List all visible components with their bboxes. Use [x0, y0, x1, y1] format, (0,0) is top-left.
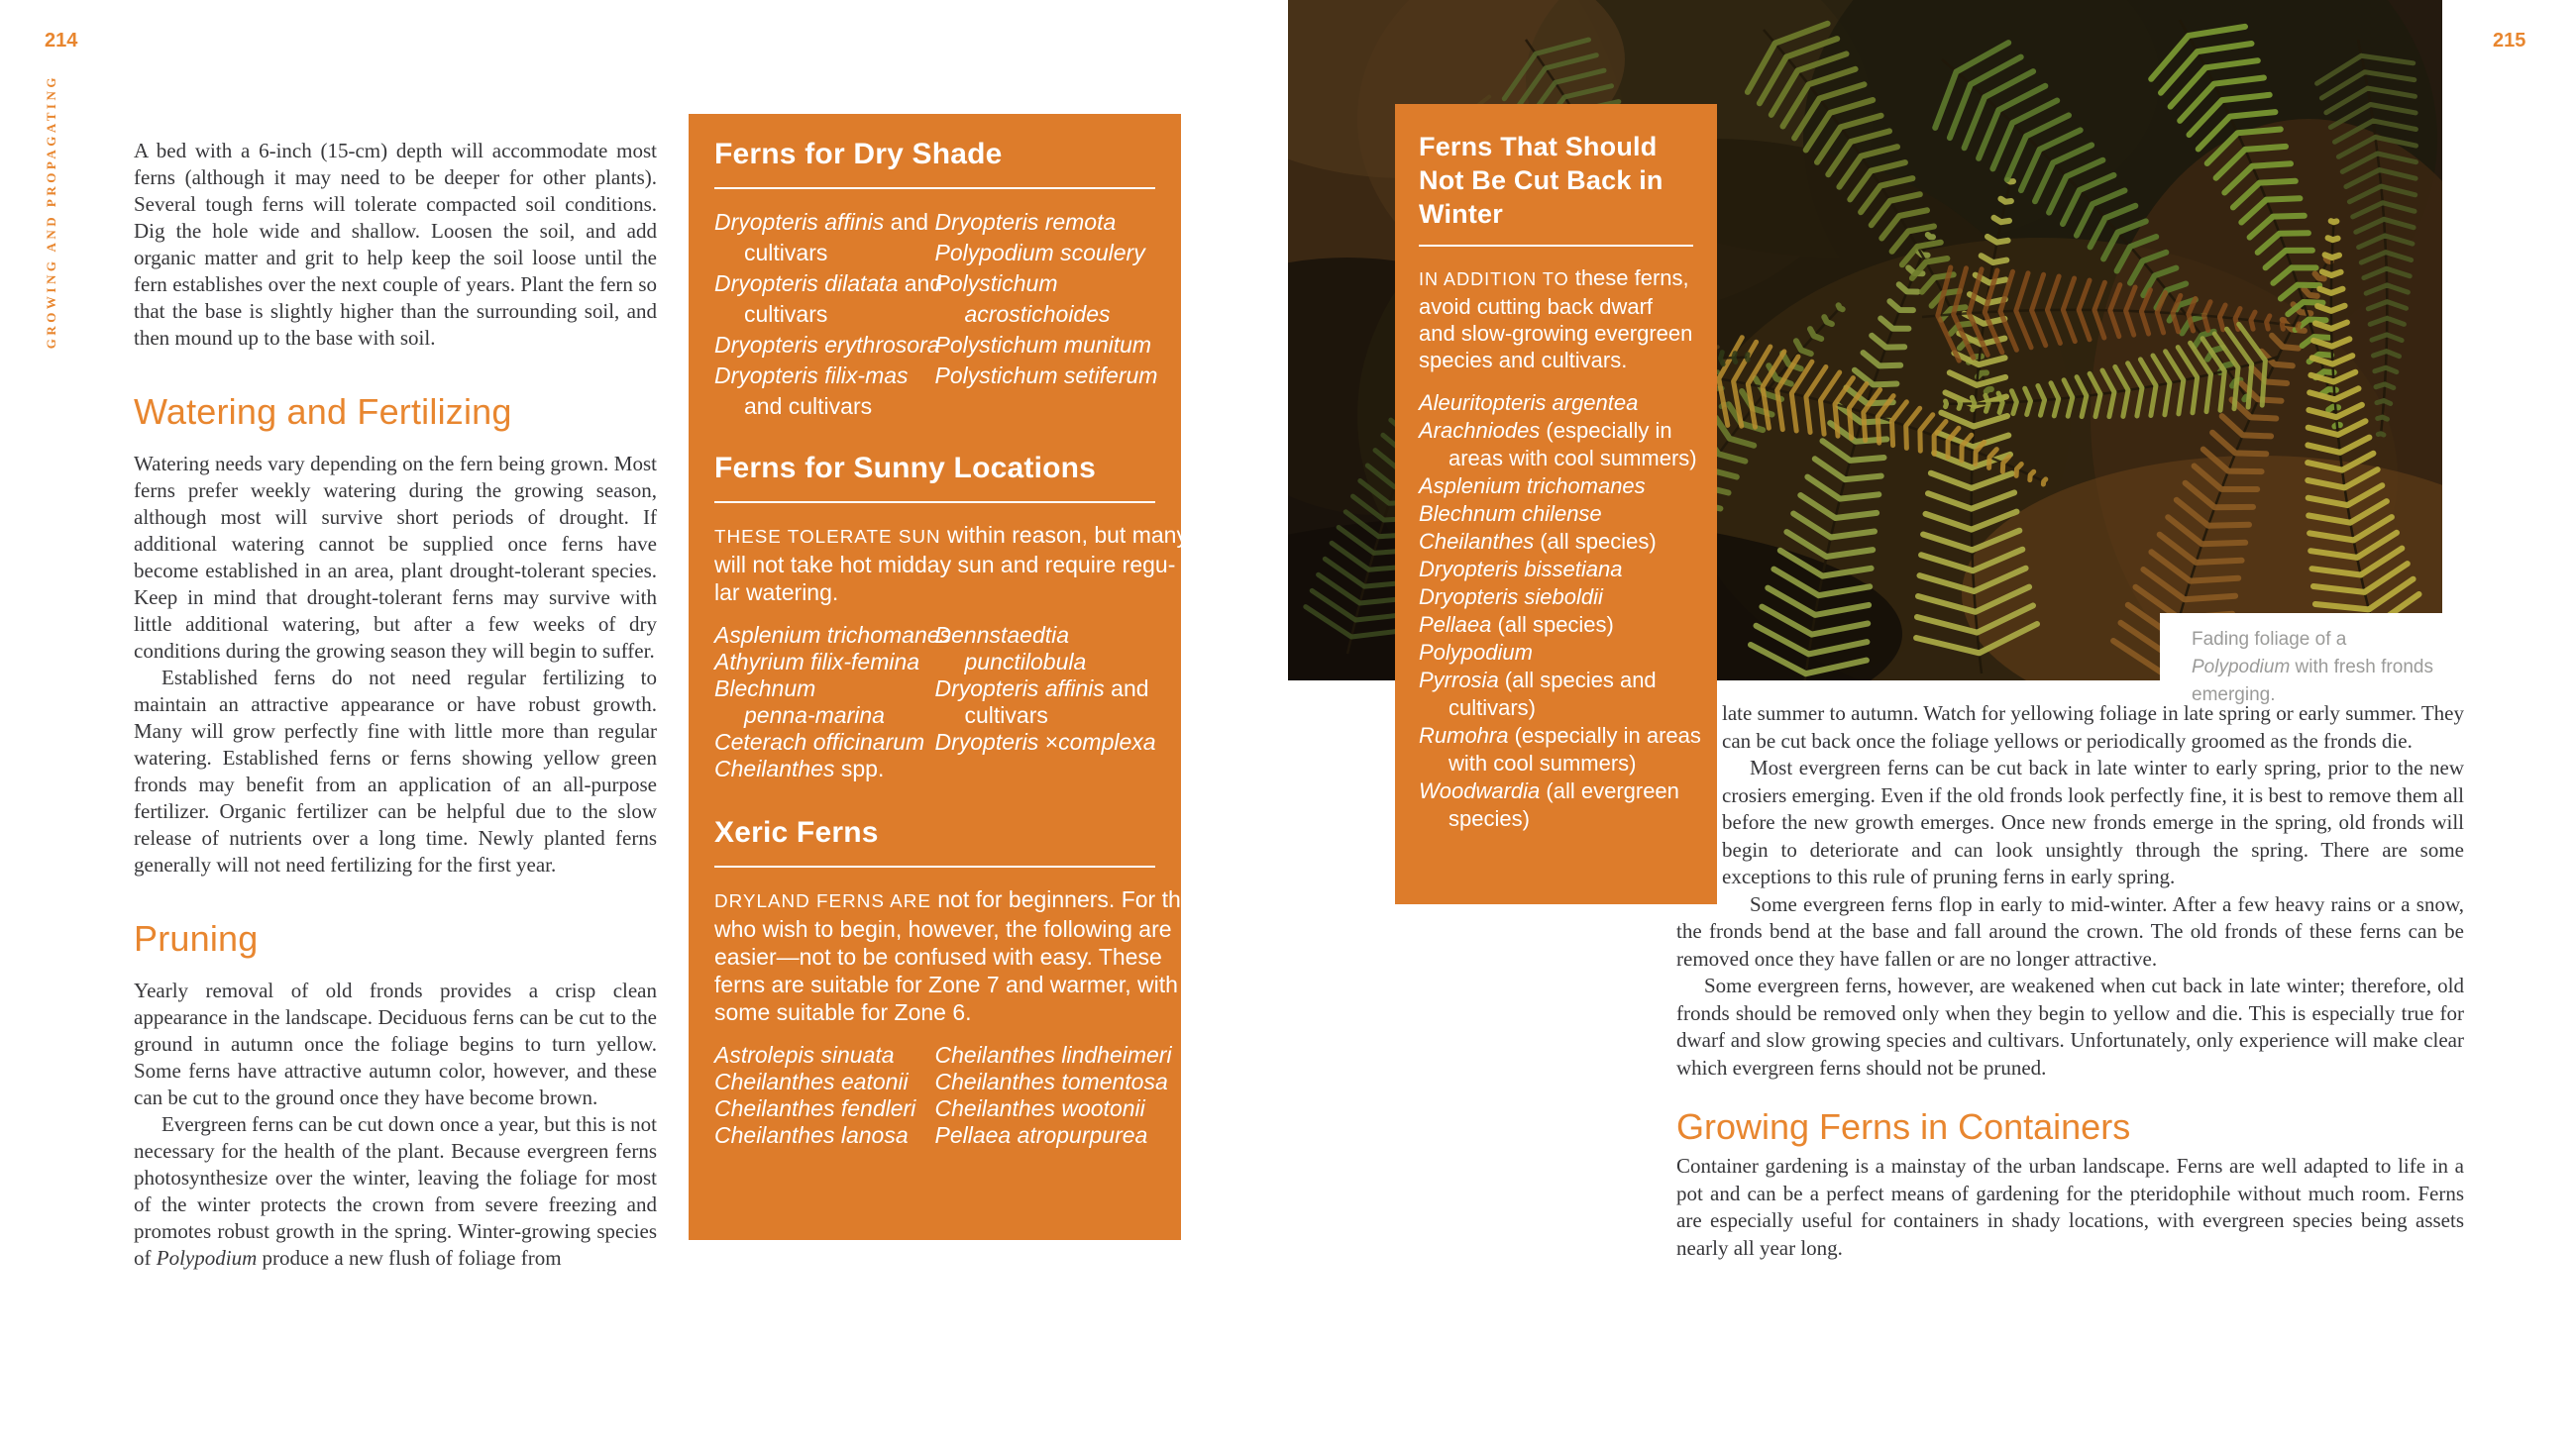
- list-line: [1419, 389, 1693, 417]
- text-segment: avoid cutting back dwarf: [1419, 294, 1654, 319]
- paragraph-watering-2: [134, 665, 657, 879]
- text-segment: spp.: [834, 756, 885, 781]
- text-segment: Dryopteris affinis: [714, 209, 885, 235]
- list-line: [714, 1042, 935, 1069]
- text-wrap-spacer: [1676, 700, 1722, 904]
- list-line: [714, 268, 943, 299]
- species-list-dry-shade: [714, 207, 1158, 422]
- text-segment: species): [1449, 806, 1530, 831]
- text-segment: Cheilanthes: [714, 756, 835, 781]
- section-heading-watering: Watering and Fertilizing: [134, 391, 512, 432]
- text-segment: Aleuritopteris argentea: [1419, 390, 1639, 415]
- text-segment: Woodwardia: [1419, 778, 1541, 803]
- box-title-sunny: Ferns for Sunny Locations: [714, 452, 1097, 484]
- text-segment: Pellaea atropurpurea: [934, 1122, 1148, 1148]
- text-segment: Yearly removal of old fronds provides a crisp clean appearance in the landscape. Deciduous ferns can be cut to the ground in autumn once the foliage begins to turn yellow. Some ferns have attractive autumn color, however, and these can be cut to the ground once they have become brown.: [134, 979, 657, 1109]
- right-text-column: [1676, 700, 2464, 1262]
- text-segment: (all species and: [1498, 668, 1657, 692]
- text-segment: complexa: [1058, 729, 1156, 755]
- list-line: [1419, 805, 1693, 833]
- text-segment: Polypodium: [156, 1246, 258, 1270]
- text-segment: Polystichum setiferum: [934, 362, 1158, 388]
- text-segment: cultivars: [744, 240, 828, 265]
- text-segment: who wish to begin, however, the following are: [714, 916, 1172, 942]
- list-line: [934, 1042, 1172, 1069]
- text-segment: Astrolepis sinuata: [714, 1042, 895, 1068]
- list-line: [935, 361, 1156, 391]
- list-line: [714, 971, 1178, 998]
- list-line: [1419, 667, 1693, 694]
- text-segment: Cheilanthes eatonii: [714, 1069, 909, 1094]
- list-line: [714, 675, 935, 702]
- list-line: [714, 1069, 935, 1095]
- text-segment: Dryopteris sieboldii: [1419, 584, 1603, 609]
- list-line: [714, 330, 940, 361]
- list-column-1: [714, 622, 952, 782]
- list-line: [1419, 417, 1693, 445]
- list-line: [714, 578, 1155, 606]
- paragraph-pruning-2: [134, 1111, 657, 1272]
- text-segment: within reason, but many: [940, 522, 1188, 548]
- text-segment: Fading foliage of a: [2192, 629, 2347, 650]
- text-segment: Polypodium: [2192, 657, 2291, 677]
- list-line: [714, 998, 1155, 1026]
- text-segment: Watering needs vary depending on the fern being grown. Most ferns prefer weekly watering during the growing season, although most will survive short periods of drought. If additional watering cannot be supplied once ferns have become established in an area, plant drought-tolerant species. Keep in mind that drought-tolerant ferns may survive with little additional watering, but after a few weeks of dry conditions during the growing season they will begin to suffer.: [134, 452, 657, 663]
- list-column-1: [714, 1042, 935, 1149]
- section-heading-containers: Growing Ferns in Containers: [1676, 1106, 2131, 1147]
- text-segment: cultivars: [964, 702, 1048, 728]
- list-line: [935, 622, 1156, 649]
- paragraph-cutback-4: [1676, 973, 2464, 1082]
- text-segment: (all evergreen: [1540, 778, 1679, 803]
- text-segment: A bed with a 6-inch (15-cm) depth will accommodate most ferns (although it may need to be deeper for other plants). Several tough ferns will tolerate compacted soil conditions. Dig the hole wide and shallow. Loosen the soil, and add organic matter and grit to help keep the soil loose until the fern establishes over the next couple of years. Plant the fern so that the base is slightly higher than the surrounding soil, and then mound up to the base with soil.: [134, 139, 657, 350]
- list-line: [714, 756, 935, 782]
- list-line: [714, 521, 1188, 551]
- chapter-side-label: GROWING AND PROPAGATING: [44, 74, 58, 350]
- text-segment: Blechnum chilense: [1419, 501, 1602, 526]
- list-line: [1419, 320, 1693, 347]
- box-rule: [1419, 245, 1693, 247]
- text-segment: cultivars: [744, 301, 828, 327]
- text-segment: Dennstaedtia: [934, 622, 1070, 648]
- list-line: [1419, 694, 1693, 722]
- list-line: [714, 622, 952, 649]
- box-rule: [714, 501, 1155, 503]
- list-line: [714, 943, 1162, 971]
- text-segment: ferns are suitable for Zone 7 and warmer, with: [714, 972, 1178, 997]
- text-segment: not for beginners. For those: [930, 886, 1218, 912]
- text-segment: will not take hot midday sun and require regu-: [714, 552, 1176, 577]
- list-line: [1419, 293, 1693, 320]
- paragraph-pruning-1: [134, 978, 657, 1111]
- text-segment: (especially in areas: [1508, 723, 1701, 748]
- paragraph-cutback-2: [1676, 755, 2464, 891]
- paragraph-watering-1: [134, 451, 657, 665]
- text-segment: and: [884, 209, 929, 235]
- list-line: [1419, 750, 1693, 777]
- text-segment: with cool summers): [1449, 751, 1637, 776]
- text-segment: species and cultivars.: [1419, 348, 1628, 372]
- list-line: [714, 238, 935, 268]
- text-segment: Most evergreen ferns can be cut back in late winter to early spring, prior to the new crosiers emerging. Even if the old fronds look perfectly fine, it is best to remove them all before the new growth emerges. Once new fronds emerge in the spring, old fronds will begin to deteriorate and can look unsightly through the spring. There are some exceptions to this rule of pruning ferns in early spring.: [1722, 756, 2464, 888]
- box-rule: [714, 187, 1155, 189]
- text-segment: penna-marina: [744, 702, 885, 728]
- text-segment: areas with cool summers): [1449, 446, 1697, 470]
- text-segment: Blechnum: [714, 675, 816, 701]
- text-segment: ×: [1038, 729, 1059, 755]
- species-list-sunny: [714, 622, 1155, 782]
- text-segment: Cheilanthes tomentosa: [934, 1069, 1168, 1094]
- text-segment: Container gardening is a mainstay of the urban landscape. Ferns are well adapted to life in a pot and can be a perfect means of gardening for the pteridophile without much room. Ferns are especially useful for containers in shady locations, with evergreen species being assets nearly all year long.: [1676, 1154, 2464, 1260]
- list-line: [714, 915, 1172, 943]
- text-segment: Arachniodes: [1419, 418, 1541, 443]
- text-segment: and: [1104, 675, 1149, 701]
- list-column-1: [714, 207, 943, 422]
- section-heading-pruning: Pruning: [134, 918, 259, 959]
- paragraph-containers: [1676, 1153, 2464, 1262]
- text-segment: Cheilanthes: [1419, 529, 1535, 554]
- list-line: [935, 1122, 1156, 1149]
- paragraph-cutback-3: [1676, 891, 2464, 974]
- text-segment: (especially in: [1540, 418, 1672, 443]
- list-line: [714, 551, 1176, 578]
- text-segment: Polypodium: [1419, 640, 1533, 665]
- page-number-right: 215: [2493, 30, 2526, 52]
- text-segment: Established ferns do not need regular fertilizing to maintain an attractive appearance or have robust growth. Many will grow perfectly fine with little more than regular watering. Established ferns or ferns showing yellow green fronds may benefit from an application of an all-purpose fertilizer. Organic fertilizer can be helpful due to the slow release of nutrients over a long time. Newly planted ferns generally will not need fertilizing for the first year.: [134, 666, 657, 877]
- list-line: [1419, 347, 1693, 373]
- list-line: [714, 391, 935, 422]
- list-line: [935, 1095, 1156, 1122]
- text-segment: Pellaea: [1419, 612, 1492, 637]
- text-segment: lar watering.: [714, 579, 839, 605]
- list-line: [714, 207, 935, 238]
- list-line: [935, 207, 1156, 238]
- list-line: [714, 649, 935, 675]
- paragraph-cutback-1: [1676, 700, 2464, 755]
- text-segment: Polypodium scoulery: [934, 240, 1145, 265]
- box-rule: [714, 866, 1155, 868]
- list-line: [1419, 556, 1693, 583]
- text-segment: (all species): [1534, 529, 1657, 554]
- text-segment: THESE TOLERATE SUN: [714, 526, 941, 547]
- text-segment: Evergreen ferns can be cut down once a year, but this is not necessary for the health of the plant. Because evergreen ferns photosynthesize over the winter, leaving the foliage for most of the winter protects the crown from severe freezing and promotes robust growth in the spring. Winter-growing species of: [134, 1112, 657, 1270]
- text-segment: produce a new flush of foliage from: [257, 1246, 562, 1270]
- text-segment: Ceterach officinarum: [714, 729, 925, 755]
- list-column-2: [934, 1042, 1172, 1149]
- text-segment: Asplenium trichomanes: [714, 622, 952, 648]
- text-segment: easier—not to be confused with easy. These: [714, 944, 1162, 970]
- text-segment: Dryopteris bissetiana: [1419, 557, 1623, 581]
- sidebar-box-no-cut-back: [1395, 104, 1717, 904]
- text-segment: Dryopteris remota: [934, 209, 1117, 235]
- list-line: [935, 649, 1156, 675]
- list-line: [935, 268, 1156, 299]
- sidebar-box-fern-lists: [689, 114, 1218, 1240]
- list-line: [714, 729, 935, 756]
- list-line: [714, 885, 1218, 915]
- text-segment: and cultivars: [744, 393, 873, 419]
- text-segment: cultivars): [1449, 695, 1537, 720]
- text-segment: Dryopteris dilatata: [714, 270, 899, 296]
- text-segment: Cheilanthes fendleri: [714, 1095, 916, 1121]
- list-line: [1419, 611, 1693, 639]
- photo-caption: [2192, 626, 2441, 709]
- list-line: [935, 702, 1156, 729]
- list-line: [1419, 639, 1693, 667]
- text-segment: some suitable for Zone 6.: [714, 999, 972, 1025]
- list-line: [714, 361, 935, 391]
- text-segment: Dryopteris: [934, 729, 1039, 755]
- text-segment: Pyrrosia: [1419, 668, 1499, 692]
- list-line: [1419, 264, 1693, 293]
- text-segment: punctilobula: [964, 649, 1087, 674]
- text-segment: Athyrium filix-femina: [714, 649, 920, 674]
- text-segment: (all species): [1491, 612, 1614, 637]
- text-segment: and: [898, 270, 943, 296]
- species-list-no-cut-back: [1419, 389, 1701, 833]
- list-line: [714, 1095, 935, 1122]
- list-line: [935, 238, 1156, 268]
- list-column-2: [935, 622, 1156, 782]
- list-line: [714, 299, 935, 330]
- list-line: [1419, 500, 1693, 528]
- list-line: [935, 299, 1156, 330]
- text-segment: IN ADDITION TO: [1419, 269, 1569, 289]
- text-segment: with fresh fronds emerging.: [2192, 657, 2433, 705]
- list-line: [934, 1069, 1168, 1095]
- list-column-2: [935, 207, 1156, 422]
- text-segment: Cheilanthes lindheimeri: [934, 1042, 1172, 1068]
- box-intro-sunny: [714, 521, 1188, 606]
- text-segment: Polystichum: [934, 270, 1058, 296]
- paragraph-bed-prep: [134, 138, 657, 352]
- text-segment: DRYLAND FERNS ARE: [714, 890, 931, 911]
- box-intro-no-cut-back: [1419, 264, 1693, 373]
- text-segment: Some evergreen ferns flop in early to mid-winter. After a few heavy rains or a snow, the fronds bend at the base and fall around the crown. The old fronds of these ferns can be removed once they have fallen or are no longer attractive.: [1676, 891, 2464, 971]
- text-segment: Rumohra: [1419, 723, 1509, 748]
- text-segment: and slow-growing evergreen: [1419, 321, 1693, 346]
- text-segment: Dryopteris erythrosora: [714, 332, 940, 358]
- page-number-left: 214: [45, 30, 78, 52]
- list-line: [1419, 777, 1693, 805]
- list-line: [1419, 583, 1693, 611]
- text-segment: late summer to autumn. Watch for yellowing foliage in late spring or early summer. They can be cut back once the foliage yellows or periodically groomed as the fronds die.: [1722, 701, 2464, 753]
- left-text-column: [134, 138, 657, 1272]
- list-line: [714, 702, 935, 729]
- list-line: [714, 1122, 935, 1149]
- text-segment: Some evergreen ferns, however, are weakened when cut back in late winter; therefore, old fronds should be removed only when they begin to yellow and die. This is especially true for dwarf and slow growing species and cultivars. Unfortunately, only experience will make clear which evergreen ferns should not be pruned.: [1676, 974, 2464, 1080]
- text-segment: Cheilanthes lanosa: [714, 1122, 909, 1148]
- text-segment: Polystichum munitum: [934, 332, 1152, 358]
- species-list-xeric: [714, 1042, 1172, 1149]
- list-line: [1419, 445, 1697, 472]
- text-segment: Dryopteris filix-mas: [714, 362, 909, 388]
- text-segment: acrostichoides: [964, 301, 1111, 327]
- box-title-no-cut-back: Ferns That Should Not Be Cut Back in Winter: [1419, 132, 1664, 229]
- box-intro-xeric: [714, 885, 1218, 1026]
- text-segment: Cheilanthes wootonii: [934, 1095, 1145, 1121]
- list-line: [935, 729, 1156, 756]
- list-line: [1419, 472, 1693, 500]
- list-line: [935, 330, 1156, 361]
- box-title-xeric: Xeric Ferns: [714, 816, 879, 849]
- text-segment: Dryopteris affinis: [934, 675, 1105, 701]
- box-title-dry-shade: Ferns for Dry Shade: [714, 138, 1003, 170]
- text-segment: Asplenium trichomanes: [1419, 473, 1646, 498]
- list-line: [1419, 528, 1693, 556]
- list-line: [935, 675, 1156, 702]
- text-segment: these ferns,: [1568, 265, 1689, 290]
- list-line: [1419, 722, 1701, 750]
